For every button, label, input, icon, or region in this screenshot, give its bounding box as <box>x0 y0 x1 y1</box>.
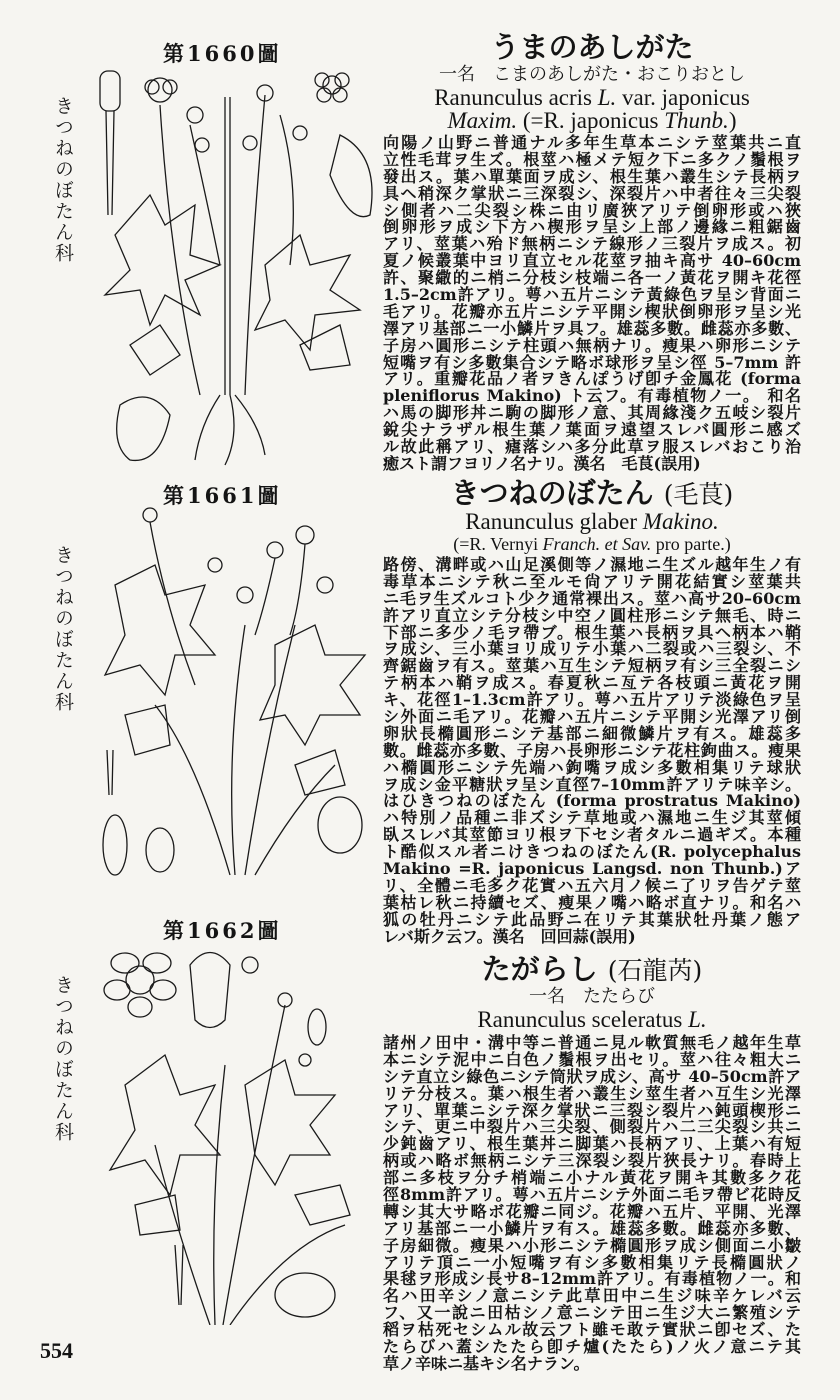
body-text-line: 柄或ハ略ボ無柄ニシテ三深裂シ裂片狹長ナリ。春時上 <box>383 1151 801 1171</box>
latin-note: pro parte.) <box>651 534 731 554</box>
body-text-line: 齊鋸齒ヲ有ス。莖葉ハ互生シテ短柄ヲ有シ三全裂ニシ <box>383 656 801 676</box>
latin-author: Franch. et Sav. <box>542 534 652 554</box>
body-text-line: 子房細微。瘦果ハ小形ニシテ橢圓形ヲ成シ側面ニ小皺 <box>383 1235 801 1255</box>
body-text-line: テ柄本ハ鞘ヲ成ス。春夏秋ニ亙テ各枝頭ニ黃花ヲ開 <box>383 673 801 693</box>
entry-title <box>383 476 801 510</box>
body-text-line: アリテ頂ニ一小短嘴ヲ有シ多數相集リテ長橢圓狀ノ <box>383 1252 801 1272</box>
entry-tagarashi <box>383 952 801 1373</box>
illustration-fig-1662 <box>95 945 375 1325</box>
body-text-line: 葉枯レ秋ニ持續セズ、瘦果ノ嘴ハ略ボ直ナリ。和名ハ <box>383 892 801 912</box>
body-text-line: アリ、單葉ニシテ深ク掌狀ニ三裂シ裂片ハ鈍頭楔形ニ <box>383 1100 801 1120</box>
entry-body <box>383 135 801 473</box>
entry-title-kana: たがらし <box>481 952 598 986</box>
entry-title <box>383 952 801 986</box>
family-label-2: きつねのぼたん科 <box>52 545 74 713</box>
latin-author: Makino. <box>642 509 719 534</box>
body-text-line: 發出ス。葉ハ單葉面ヲ成シ、根生葉ハ叢生シテ長柄ヲ <box>383 166 801 186</box>
latin-author: Maxim. <box>447 108 518 133</box>
body-text-line: はひきつねのぼたん (forma prostratus Makino) <box>383 791 801 811</box>
body-text-line: 果毬ヲ形成シ長サ8–12mm許アリ。有毒植物ノ一。和 <box>383 1269 801 1289</box>
body-text-line: アリ。重瓣花品ノ者ヲきんぽうげ卽チ金鳳花 (forma <box>383 369 801 389</box>
body-text-line: 諸州ノ田中・溝中等ニ普通ニ見ル軟質無毛ノ越年生草 <box>383 1033 801 1052</box>
body-text-line: ヲ成シ、三小葉ヨリ成リテ小葉ハ二裂或ハ三裂シ、不 <box>383 639 801 659</box>
body-text-line: フ、又一說ニ田枯シノ意ニシテ田ニ生ジ大ニ繁殖シテ <box>383 1303 801 1323</box>
latin-author: L. <box>688 1007 707 1032</box>
scientific-name <box>383 1008 801 1031</box>
body-text-line: 夏ノ候叢葉中ヨリ直立セル花莖ヲ抽キ高サ 40–60cm <box>383 251 801 271</box>
body-text-line: 癒スト謂フヨリノ名ナリ。漢名 毛茛(誤用) <box>383 453 701 473</box>
body-text-line: 稻ヲ枯死セシムル故云フト雖モ敢テ實狀ニ卽セズ、た <box>383 1320 801 1340</box>
body-text-line: シ外面ニ毛アリ。花瓣ハ五片ニシテ平開シ光澤アリ倒 <box>383 707 801 727</box>
body-text-line: アリ基部ニ一小鱗片ヲ有ス。雄蕊多數。雌蕊亦多數、 <box>383 1218 801 1238</box>
body-text-line: キ、花徑1–1.3cm許アリ。萼ハ五片アリテ淡綠色ヲ呈 <box>383 690 801 710</box>
body-text-line: 草ノ辛味ニ基キシ名ナラン。 <box>383 1353 590 1373</box>
illustration-fig-1661 <box>95 505 375 885</box>
body-text-line: たらびハ蓋シたたら卽チ爐(たたら)ノ火ノ意ニテ其 <box>383 1337 801 1357</box>
body-text-line: ハ馬の脚形丼ニ駒の脚形ノ意、其周緣淺ク五岐シ裂片 <box>383 403 801 423</box>
latin-genus-species: Ranunculus acris <box>434 85 598 110</box>
body-text-line: 本ニシテ泥中ニ白色ノ鬚根ヲ出セリ。莖ハ往々粗大ニ <box>383 1049 801 1069</box>
latin-synonym: (=R. Vernyi <box>453 534 543 554</box>
body-text-line: ニ毛ヲ生ズルコト少ク通常裸出ス。莖ハ高サ20–60cm <box>383 588 801 608</box>
body-text-line: 許アリ直立シテ分枝シ中空ノ圓柱形ニシテ無毛、時ニ <box>383 605 801 625</box>
entry-kitsunenobotan <box>383 476 801 945</box>
alternate-name: 一名 たたらび <box>529 986 655 1007</box>
body-text-line: ル故此稱アリ、瘧落シハ多分此草ヲ服スレバおこり治 <box>383 437 801 457</box>
body-text-line: シ側者ハ二尖裂シ株ニ由リ廣狹アリテ倒卵形或ハ狹 <box>383 200 801 220</box>
entry-title-kana: きつねのぼたん <box>450 476 654 510</box>
body-text-line: ヲ成シ金平糖狀ヲ呈シ直徑7–10mm許アリテ味辛シ。 <box>383 774 801 794</box>
figure-label-1662: 第1662圖 <box>163 918 282 943</box>
body-text-line: リテ分枝ス。葉ハ根生者ハ叢生シ莖生者ハ互生シ光澤 <box>383 1083 801 1103</box>
scientific-name-cont <box>383 109 801 132</box>
body-text-line: 子房ハ圓形ニシテ柱頭ハ無柄ナリ。瘦果ハ卵形ニシテ <box>383 335 801 355</box>
illustration-fig-1660 <box>90 65 380 475</box>
body-text-line: アリ、莖葉ハ殆ド無柄ニシテ線形ノ三裂片ヲ成ス。初 <box>383 234 801 254</box>
family-label-1: きつねのぼたん科 <box>52 96 74 264</box>
body-text-line: 路傍、溝畔或ハ山足溪側等ノ濕地ニ生ズル越年生ノ有 <box>383 555 801 574</box>
body-text-line: 狐の牡丹ニシテ此品野ニ在リテ其葉狀牡丹葉ノ態ア <box>383 909 801 929</box>
body-text-line: pleniflorus Makino) ト云フ。有毒植物ノ一。 和名 <box>383 386 801 406</box>
body-text-line: 毛アリ。花瓣亦五片ニシテ平開シ楔狀倒卵形ヲ呈シ光 <box>383 301 801 321</box>
page-number: 554 <box>40 1338 73 1363</box>
body-text-line: 卵狀長橢圓形ニシテ基部ニ細微鱗片ヲ有ス。雄蕊多 <box>383 723 801 743</box>
body-text-line: 毒草本ニシテ秋ニ至ルモ尙アリテ開花結實シ莖葉共 <box>383 571 801 591</box>
body-text-line: 澤アリ基部ニ一小鱗片ヲ具フ。雄蕊多數。雌蕊亦多數、 <box>383 318 801 338</box>
entry-umanoashigata <box>383 30 801 473</box>
figure-label-1661: 第1661圖 <box>163 483 282 508</box>
latin-author: L. <box>597 85 617 110</box>
body-text-line: レバ斯ク云フ。漢名 回回蒜(誤用) <box>383 926 636 946</box>
latin-author: Thunb. <box>664 108 729 133</box>
scientific-synonym <box>383 533 801 555</box>
body-text-line: 向陽ノ山野ニ普通ナル多年生草本ニシテ莖葉共ニ直 <box>383 133 801 152</box>
body-text-line: 倒卵形ヲ成シ下方ハ楔形ヲ呈シ上部ノ邊緣ニ粗鋸齒 <box>383 217 801 237</box>
alternate-name: 一名 こまのあしがた・おこりおとし <box>439 64 745 85</box>
latin-close: ) <box>728 108 737 133</box>
family-label-3: きつねのぼたん科 <box>52 975 74 1143</box>
figure-label-1660: 第1660圖 <box>163 41 282 66</box>
entry-title: うまのあしがた <box>490 30 694 64</box>
entry-body <box>383 1035 801 1373</box>
latin-genus-species: Ranunculus sceleratus <box>477 1007 689 1032</box>
body-text-line: 臥スレバ其莖節ヨリ根ヲ下セシ者タルニ過ギズ。本種 <box>383 825 801 845</box>
body-text-line: 名ハ田辛シノ意ニシテ此草田中ニ生ジ味辛ケレバ云 <box>383 1286 801 1306</box>
entry-body <box>383 557 801 945</box>
scientific-name <box>383 510 801 533</box>
latin-genus-species: Ranunculus glaber <box>465 509 643 534</box>
entry-title-kanji: (毛茛) <box>663 480 734 509</box>
body-text-line: 短嘴ヲ有シ多數集合シテ略ボ球形ヲ呈シ徑 5–7mm 許 <box>383 352 801 372</box>
body-text-line: シテ直立シ綠色ニシテ筒狀ヲ成シ、高サ 40–50cm許ア <box>383 1066 801 1086</box>
latin-variety: var. japonicus <box>616 85 750 110</box>
body-text-line: 具ヘ稍深ク掌狀ニ三深裂シ、深裂片ハ中者往々三尖裂 <box>383 183 801 203</box>
latin-synonym: (=R. japonicus <box>517 108 665 133</box>
body-text-line: ハ橢圓形ニシテ先端ハ鉤嘴ヲ成シ多數相集リテ球狀 <box>383 757 801 777</box>
body-text-line: 轉シ其大サ略ボ花瓣ニ同ジ。花瓣ハ五片、平開、光澤 <box>383 1201 801 1221</box>
body-text-line: シテ、更ニ中裂片ハ三尖裂、側裂片ハ二三尖裂シ共ニ <box>383 1117 801 1137</box>
body-text-line: ハ特別ノ品種ニ非ズシテ草地或ハ濕地ニ生ジ其莖傾 <box>383 808 801 828</box>
body-text-line: 許、聚繖的ニ梢ニ分枝シ枝端ニ各一ノ黃花ヲ開キ花徑 <box>383 268 801 288</box>
body-text-line: 1.5–2cm許アリ。萼ハ五片ニシテ黃綠色ヲ呈シ背面ニ <box>383 285 801 305</box>
body-text-line: 銳尖ナラザル根生葉ノ葉面ヲ遠望スレバ圓形ニ感ズ <box>383 420 801 440</box>
body-text-line: 數。雌蕊亦多數、子房ハ長卵形ニシテ花柱鉤曲ス。瘦果 <box>383 740 801 760</box>
entry-title-kanji: (石龍芮) <box>607 956 703 985</box>
body-text-line: 立性毛茸ヲ生ズ。根莖ハ極メテ短ク下ニ多クノ鬚根ヲ <box>383 149 801 169</box>
body-text-line: 部ニ多枝ヲ分チ梢端ニ小ナル黃花ヲ開キ其數多ク花 <box>383 1168 801 1188</box>
body-text-line: リ、全體ニ毛多ク花實ハ五六月ノ候ニ了リヲ告ゲテ莖 <box>383 875 801 895</box>
body-text-line: Makino =R. japonicus Langsd. non Thunb.)ア <box>383 859 801 879</box>
body-text-line: 少鈍齒アリ、根生葉丼ニ脚葉ハ長柄アリ、上葉ハ有短 <box>383 1134 801 1154</box>
body-text-line: 徑8mm許アリ。萼ハ五片ニシテ外面ニ毛ヲ帶ビ花時反 <box>383 1185 801 1205</box>
scientific-name <box>383 86 801 109</box>
body-text-line: 下部ニ多少ノ毛ヲ帶ブ。根生葉ハ長柄ヲ具ヘ柄本ハ鞘 <box>383 622 801 642</box>
body-text-line: ト酷似スル者ニけきつねのぼたん(R. polycephalus <box>383 842 801 862</box>
